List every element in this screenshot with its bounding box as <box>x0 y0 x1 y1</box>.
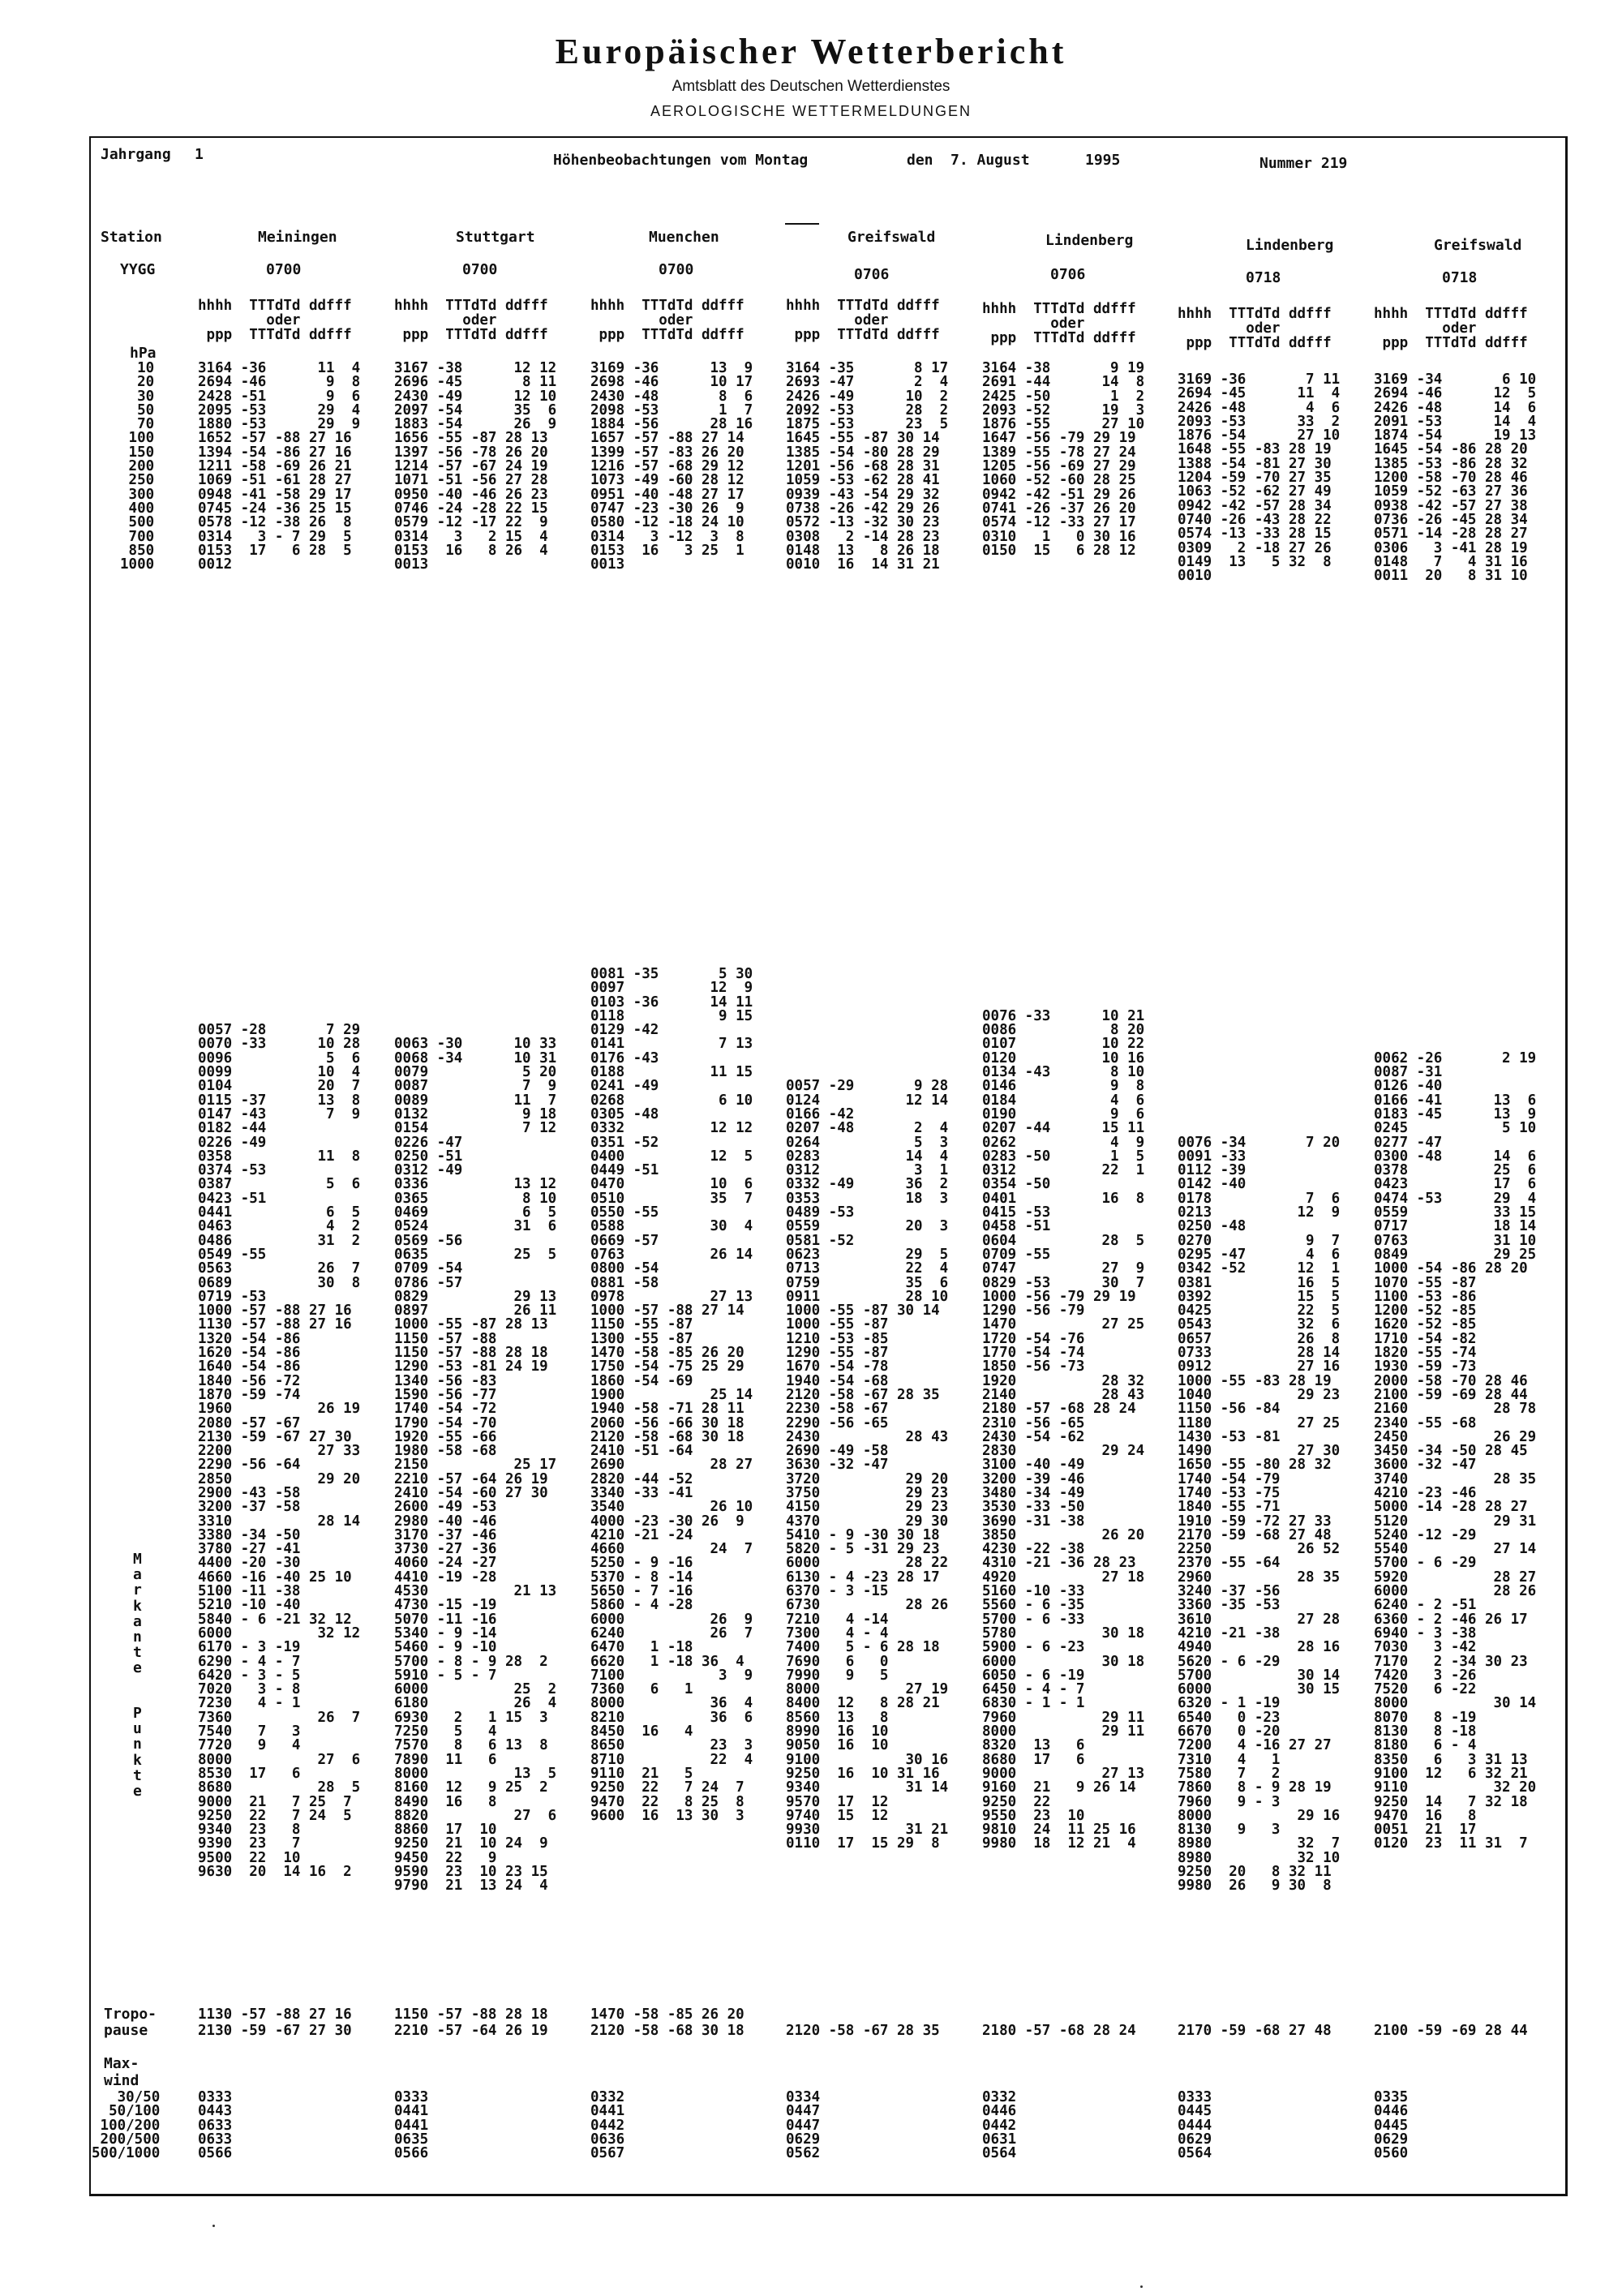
standard-levels-block: 3164 -38 9 19 2691 -44 14 8 2425 -50 1 2 2093 -52 19 3 1876 -55 27 10 1647 -56 -79 29 19 1389 -55 -78 27 24 1205 -56 -69 27 29 1060 -52 -60 28 25 0942 -42 -51 29 26 0741 -26 -37 26 20 0574 -12 -33 27 17 0310 1 0 30 16 0150 15 6 28 12 <box>982 360 1145 559</box>
station-time: 0706 <box>854 266 890 283</box>
masthead-subtitle: Amtsblatt des Deutschen Wetterdienstes <box>672 78 950 95</box>
vertical-label-letter: t <box>133 1644 142 1662</box>
tropopause-label-2: pause <box>104 2022 148 2039</box>
significant-points-block: 0057 -29 9 28 0124 12 14 0166 -42 0207 -48 2 4 0264 5 3 0283 14 4 0312 3 1 0332 -49 36 2 0353 18 3 0489 -53 0559 20 3 0581 -52 0623 29 5 0713 22 4 0759 35 6 0911 28 10 1000 -55 -87 30 14 1000 -55 -87 1210 -53 -85 1290 -55 -87 1670 -54 -78 1940 -54 -68 2120 -58 -67 28 35 2230 -58 -67 2290 -56 -65 2430 28 43 2690 -49 -58 3630 -32 -47 3720 29 20 3750 29 23 4150 29 23 4370 29 30 5410 - 9 -30 30 18 5820 - 5 -31 29 23 6000 28 22 6130 - 4 -23 28 17 6370 - 3 -15 6730 28 26 7210 4 -14 7300 4 - 4 7400 5 - 6 28 18 7690 6 0 7990 9 5 8000 27 19 8400 12 8 28 21 8560 13 8 8990 16 10 9050 16 10 9100 30 16 9250 16 10 31 16 9340 31 14 9570 17 12 9740 15 12 9930 31 21 0110 17 15 29 8 <box>786 1078 949 1852</box>
column-header: hhhh TTTdTd ddfff oder ppp TTTdTd ddfff <box>982 301 1136 346</box>
header-dash <box>785 223 819 225</box>
standard-levels-block: 3167 -38 12 12 2696 -45 8 11 2430 -49 12 10 2097 -54 35 6 1883 -54 26 9 1656 -55 -87 28 13 1397 -56 -78 26 20 1214 -57 -67 24 19 1071 -51 -56 27 28 0950 -40 -46 26 23 0746 -24 -28 22 15 0579 -12 -17 22 9 0314 3 2 15 4 0153 16 8 26 4 0013 <box>394 360 557 573</box>
standard-levels-block: 3164 -35 8 17 2693 -47 2 4 2426 -49 10 2 2092 -53 28 2 1875 -53 23 5 1645 -55 -87 30 14 1385 -54 -80 28 29 1201 -56 -68 28 31 1059 -53 -62 28 41 0939 -43 -54 29 32 0738 -26 -42 29 26 0572 -13 -32 30 23 0308 2 -14 28 23 0148 13 8 26 18 0010 16 14 31 21 <box>786 360 949 573</box>
maxwind-block: 0333 0441 0441 0635 0566 <box>394 2089 429 2162</box>
station-time: 0700 <box>462 261 498 278</box>
tropopause-block: 2100 -59 -69 28 44 <box>1374 2023 1528 2039</box>
station-label: Station <box>101 229 162 246</box>
tropopause-block: 2180 -57 -68 28 24 <box>982 2023 1136 2039</box>
maxwind-level-column: 30/50 50/100 100/200 200/500 500/1000 <box>92 2089 161 2162</box>
issue-number: Nummer 219 <box>1259 155 1348 172</box>
hpa-label: hPa <box>130 345 157 362</box>
jahrgang-value: 1 <box>195 146 204 163</box>
masthead-title: Europäischer Wetterbericht <box>555 32 1067 71</box>
date-value: 7. August <box>950 152 1030 169</box>
maxwind-block: 0333 0445 0444 0629 0564 <box>1178 2089 1212 2162</box>
tropopause-block: 1470 -58 -85 26 20 2120 -58 -68 30 18 <box>590 2006 744 2039</box>
standard-levels-block: 3169 -34 6 10 2694 -46 12 5 2426 -48 14 6 2091 -53 14 4 1874 -54 19 13 1645 -54 -86 28 20 1385 -53 -86 28 32 1200 -58 -70 28 46 1059 -52 -63 27 36 0938 -42 -57 27 38 0736 -26 -45 28 34 0571 -14 -28 28 27 0306 3 -41 28 19 0148 7 4 31 16 0011 20 8 31 10 <box>1374 371 1537 585</box>
station-time: 0706 <box>1050 266 1086 283</box>
significant-points-block: 0076 -34 7 20 0091 -33 0112 -39 0142 -40 0178 7 6 0213 12 9 0250 -48 0270 9 7 0295 -47 4 6 0342 -52 12 1 0381 16 5 0392 15 5 0425 22 5 0543 32 6 0657 26 8 0733 28 14 0912 27 16 1000 -55 -83 28 19 1040 29 23 1150 -56 -84 1180 27 25 1430 -53 -81 1490 27 30 1650 -55 -80 28 32 1740 -54 -79 1740 -53 -75 1840 -55 -71 1910 -59 -72 27 33 2170 -59 -68 27 48 2250 26 52 2370 -55 -64 2960 28 35 3240 -37 -56 3360 -35 -53 3610 27 28 4210 -21 -38 4940 28 16 5620 - 6 -29 5700 30 14 6000 30 15 6320 - 1 -19 6540 0 -23 6670 0 -20 7200 4 -16 27 27 7310 4 1 7580 7 2 7860 8 - 9 28 19 7960 9 - 3 8000 29 16 8130 9 3 8980 32 7 8980 32 10 9250 20 8 32 11 9980 26 9 30 8 <box>1178 1134 1341 1895</box>
significant-points-block: 0063 -30 10 33 0068 -34 10 31 0079 5 20 0087 7 9 0089 11 7 0132 9 18 0154 7 12 0226 -47 0250 -51 0312 -49 0336 13 12 0365 8 10 0469 6 5 0524 31 6 0569 -56 0635 25 5 0709 -54 0786 -57 0829 29 13 0897 26 11 1000 -55 -87 28 13 1150 -57 -88 1150 -57 -88 28 18 1290 -53 -81 24 19 1340 -56 -83 1590 -56 -77 1740 -54 -72 1790 -54 -70 1920 -55 -66 1980 -58 -68 2150 25 17 2210 -57 -64 26 19 2410 -54 -60 27 30 2600 -49 -53 2980 -40 -46 3170 -37 -46 3730 -27 -36 4060 -24 -27 4410 -19 -28 4530 21 13 4730 -15 -19 5070 -11 -16 5340 - 9 -14 5460 - 9 -10 5700 - 8 - 9 28 2 5910 - 5 - 7 6000 25 2 6180 26 4 6930 2 1 15 3 7250 5 4 7570 8 6 13 8 7890 11 6 8000 13 5 8160 12 9 25 2 8490 16 8 8820 27 6 8860 17 10 9250 21 10 24 9 9450 22 9 9590 23 10 23 15 9790 21 13 24 4 <box>394 1036 557 1895</box>
maxwind-label-2: wind <box>104 2072 139 2089</box>
speck <box>1140 2285 1143 2288</box>
vertical-label-letter: e <box>133 1783 142 1800</box>
standard-levels-block: 3164 -36 11 4 2694 -46 9 8 2428 -51 9 6 2095 -53 29 4 1880 -53 29 9 1652 -57 -88 27 16 1394 -54 -86 27 16 1211 -58 -69 26 21 1069 -51 -61 28 27 0948 -41 -58 29 17 0745 -24 -36 25 15 0578 -12 -38 26 8 0314 3 - 7 29 5 0153 17 6 28 5 0012 <box>198 360 361 573</box>
masthead-section: AEROLOGISCHE WETTERMELDUNGEN <box>650 103 972 119</box>
vertical-label-letter: n <box>133 1629 142 1646</box>
vertical-label-letter: a <box>133 1566 142 1584</box>
column-header: hhhh TTTdTd ddfff oder ppp TTTdTd ddfff <box>590 298 744 343</box>
maxwind-block: 0335 0446 0445 0629 0560 <box>1374 2089 1409 2162</box>
station-name: Greifswald <box>1434 237 1522 254</box>
maxwind-block: 0332 0446 0442 0631 0564 <box>982 2089 1017 2162</box>
vertical-label-letter: M <box>133 1551 142 1568</box>
vertical-label-letter: e <box>133 1659 142 1677</box>
column-header: hhhh TTTdTd ddfff oder ppp TTTdTd ddfff <box>198 298 352 343</box>
station-name: Muenchen <box>649 229 719 246</box>
column-header: hhhh TTTdTd ddfff oder ppp TTTdTd ddfff <box>1374 306 1528 351</box>
vertical-label-letter: k <box>133 1597 142 1615</box>
station-time: 0718 <box>1246 269 1281 286</box>
tropopause-block: 2120 -58 -67 28 35 <box>786 2023 940 2039</box>
station-name: Stuttgart <box>456 229 535 246</box>
pressure-level-column: 10 20 30 50 70 100 150 200 250 300 400 500 700 850 1000 <box>120 360 155 573</box>
tropopause-block: 2170 -59 -68 27 48 <box>1178 2023 1332 2039</box>
vertical-label-letter: t <box>133 1766 142 1784</box>
significant-points-block: 0057 -28 7 29 0070 -33 10 28 0096 5 6 0099 10 4 0104 20 7 0115 -37 13 8 0147 -43 7 9 0182 -44 0226 -49 0358 11 8 0374 -53 0387 5 6 0423 -51 0441 6 5 0463 4 2 0486 31 2 0549 -55 0563 26 7 0689 30 8 0719 -53 1000 -57 -88 27 16 1130 -57 -88 27 16 1320 -54 -86 1620 -54 -86 1640 -54 -86 1840 -56 -72 1870 -59 -74 1960 26 19 2080 -57 -67 2130 -59 -67 27 30 2200 27 33 2290 -56 -64 2850 29 20 2900 -43 -58 3200 -37 -58 3310 28 14 3380 -34 -50 3780 -27 -41 4400 -20 -30 4660 -16 -40 25 10 5100 -11 -38 5210 -10 -40 5840 - 6 -21 32 12 6000 32 12 6170 - 3 -19 6290 - 4 - 7 6420 - 3 - 5 7020 3 - 8 7230 4 - 1 7360 26 7 7540 7 3 7720 9 4 8000 27 6 8530 17 6 8680 28 5 9000 21 7 25 7 9250 22 7 24 5 9340 23 8 9390 23 7 9500 22 10 9630 20 14 16 2 <box>198 1022 361 1880</box>
station-name: Greifswald <box>847 229 936 246</box>
standard-levels-block: 3169 -36 13 9 2698 -46 10 17 2430 -48 8 6 2098 -53 1 7 1884 -56 28 16 1657 -57 -88 27 14 1399 -57 -83 26 20 1216 -57 -68 29 12 1073 -49 -60 28 12 0951 -40 -48 27 17 0747 -23 -30 26 9 0580 -12 -18 24 10 0314 3 -12 3 8 0153 16 3 25 1 0013 <box>590 360 753 573</box>
significant-points-block: 0081 -35 5 30 0097 12 9 0103 -36 14 11 0118 9 15 0129 -42 0141 7 13 0176 -43 0188 11 15 0241 -49 0268 6 10 0305 -48 0332 12 12 0351 -52 0400 12 5 0449 -51 0470 10 6 0510 35 7 0550 -55 0588 30 4 0669 -57 0763 26 14 0800 -54 0881 -58 0978 27 13 1000 -57 -88 27 14 1150 -55 -87 1300 -55 -87 1470 -58 -85 26 20 1750 -54 -75 25 29 1860 -54 -69 1900 25 14 1940 -58 -71 28 11 2060 -56 -66 30 18 2120 -58 -68 30 18 2410 -51 -64 2690 28 27 2820 -44 -52 3340 -33 -41 3540 26 10 4000 -23 -30 26 9 4210 -21 -24 4660 24 7 5250 - 9 -16 5370 - 8 -14 5650 - 7 -16 5860 - 4 -28 6000 26 9 6240 26 7 6470 1 -18 6620 1 -18 36 4 7100 3 9 7360 6 1 8000 36 4 8210 36 6 8450 16 4 8650 23 3 8710 22 4 9110 21 5 9250 22 7 24 7 9470 22 8 25 8 9600 16 13 30 3 <box>590 966 753 1824</box>
observation-title: Höhenbeobachtungen vom Montag <box>553 152 809 169</box>
vertical-label-letter: P <box>133 1705 142 1722</box>
tropopause-label-1: Tropo- <box>104 2006 157 2023</box>
station-time: 0700 <box>266 261 302 278</box>
column-header: hhhh TTTdTd ddfff oder ppp TTTdTd ddfff <box>394 298 548 343</box>
column-header: hhhh TTTdTd ddfff oder ppp TTTdTd ddfff <box>786 298 940 343</box>
vertical-label-letter: n <box>133 1736 142 1753</box>
station-name: Meiningen <box>258 229 337 246</box>
significant-points-block: 0062 -26 2 19 0087 -31 0126 -40 0166 -41 13 6 0183 -45 13 9 0245 5 10 0277 -47 0300 -48 14 6 0378 25 6 0423 17 6 0474 -53 29 4 0559 33 15 0717 18 14 0763 31 10 0849 29 25 1000 -54 -86 28 20 1070 -55 -87 1100 -53 -86 1200 -52 -85 1620 -52 -85 1710 -54 -82 1820 -55 -74 1930 -59 -73 2000 -58 -70 28 46 2100 -59 -69 28 44 2160 28 78 2340 -55 -68 2450 26 29 3450 -34 -50 28 45 3600 -32 -47 3740 28 35 4210 -23 -46 5000 -14 -28 28 27 5120 29 31 5240 -12 -29 5540 27 14 5700 - 6 -29 5920 28 27 6000 28 26 6240 - 2 -51 6360 - 2 -46 26 17 6940 - 3 -38 7030 3 -42 7170 2 -34 30 23 7420 3 -26 7520 6 -22 8000 30 14 8070 8 -19 8130 8 -18 8180 6 - 4 8350 6 3 31 13 9100 12 6 32 21 9110 32 20 9250 14 7 32 18 9470 16 8 0051 21 17 0120 23 11 31 7 <box>1374 1049 1537 1852</box>
standard-levels-block: 3169 -36 7 11 2694 -45 11 4 2426 -48 4 6 2093 -53 33 2 1876 -54 27 10 1648 -55 -83 28 19 1388 -54 -81 27 30 1204 -59 -70 27 35 1063 -52 -62 27 49 0942 -42 -57 28 34 0740 -26 -43 28 22 0574 -13 -33 28 15 0309 2 -18 27 26 0149 13 5 32 8 0010 <box>1178 371 1341 585</box>
station-time: 0718 <box>1442 269 1478 286</box>
year-value: 1995 <box>1085 152 1121 169</box>
maxwind-label-1: Max- <box>104 2055 139 2072</box>
jahrgang-label: Jahrgang <box>101 146 171 163</box>
vertical-label-letter: u <box>133 1720 142 1738</box>
maxwind-block: 0333 0443 0633 0633 0566 <box>198 2089 233 2162</box>
maxwind-block: 0334 0447 0447 0629 0562 <box>786 2089 821 2162</box>
tropopause-block: 1130 -57 -88 27 16 2130 -59 -67 27 30 <box>198 2006 352 2039</box>
station-name: Lindenberg <box>1045 232 1134 249</box>
column-header: hhhh TTTdTd ddfff oder ppp TTTdTd ddfff <box>1178 306 1332 351</box>
vertical-label-letter: a <box>133 1612 142 1630</box>
vertical-label-letter: k <box>133 1751 142 1769</box>
maxwind-block: 0332 0441 0442 0636 0567 <box>590 2089 625 2162</box>
station-time: 0700 <box>659 261 694 278</box>
tropopause-block: 1150 -57 -88 28 18 2210 -57 -64 26 19 <box>394 2006 548 2039</box>
yygg-label: YYGG <box>120 261 156 278</box>
date-label: den <box>907 152 933 169</box>
vertical-label-letter: r <box>133 1581 142 1599</box>
speck <box>212 2225 215 2227</box>
significant-points-block: 0076 -33 10 21 0086 8 20 0107 10 22 0120 10 16 0134 -43 8 10 0146 9 8 0184 4 6 0190 9 6 0207 -44 15 11 0262 4 9 0283 -50 1 5 0312 22 1 0354 -50 0401 16 8 0415 -53 0458 -51 0604 28 5 0709 -55 0747 27 9 0829 -53 30 7 1000 -56 -79 29 19 1290 -56 -79 1470 27 25 1720 -54 -76 1770 -54 -74 1850 -56 -73 1920 28 32 2140 28 43 2180 -57 -68 28 24 2310 -56 -65 2430 -54 -62 2830 29 24 3100 -40 -49 3200 -39 -46 3480 -34 -49 3530 -33 -50 3690 -31 -38 3850 26 20 4230 -22 -38 4310 -21 -36 28 23 4920 27 18 5160 -10 -33 5560 - 6 -35 5700 - 6 -33 5780 30 18 5900 - 6 -23 6000 30 18 6050 - 6 -19 6450 - 4 - 7 6830 - 1 - 1 7960 29 11 8000 29 11 8320 13 6 8680 17 6 9000 27 13 9160 21 9 26 14 9250 22 9550 23 10 9810 24 11 25 16 9980 18 12 21 4 <box>982 1007 1145 1852</box>
station-name: Lindenberg <box>1246 237 1334 254</box>
